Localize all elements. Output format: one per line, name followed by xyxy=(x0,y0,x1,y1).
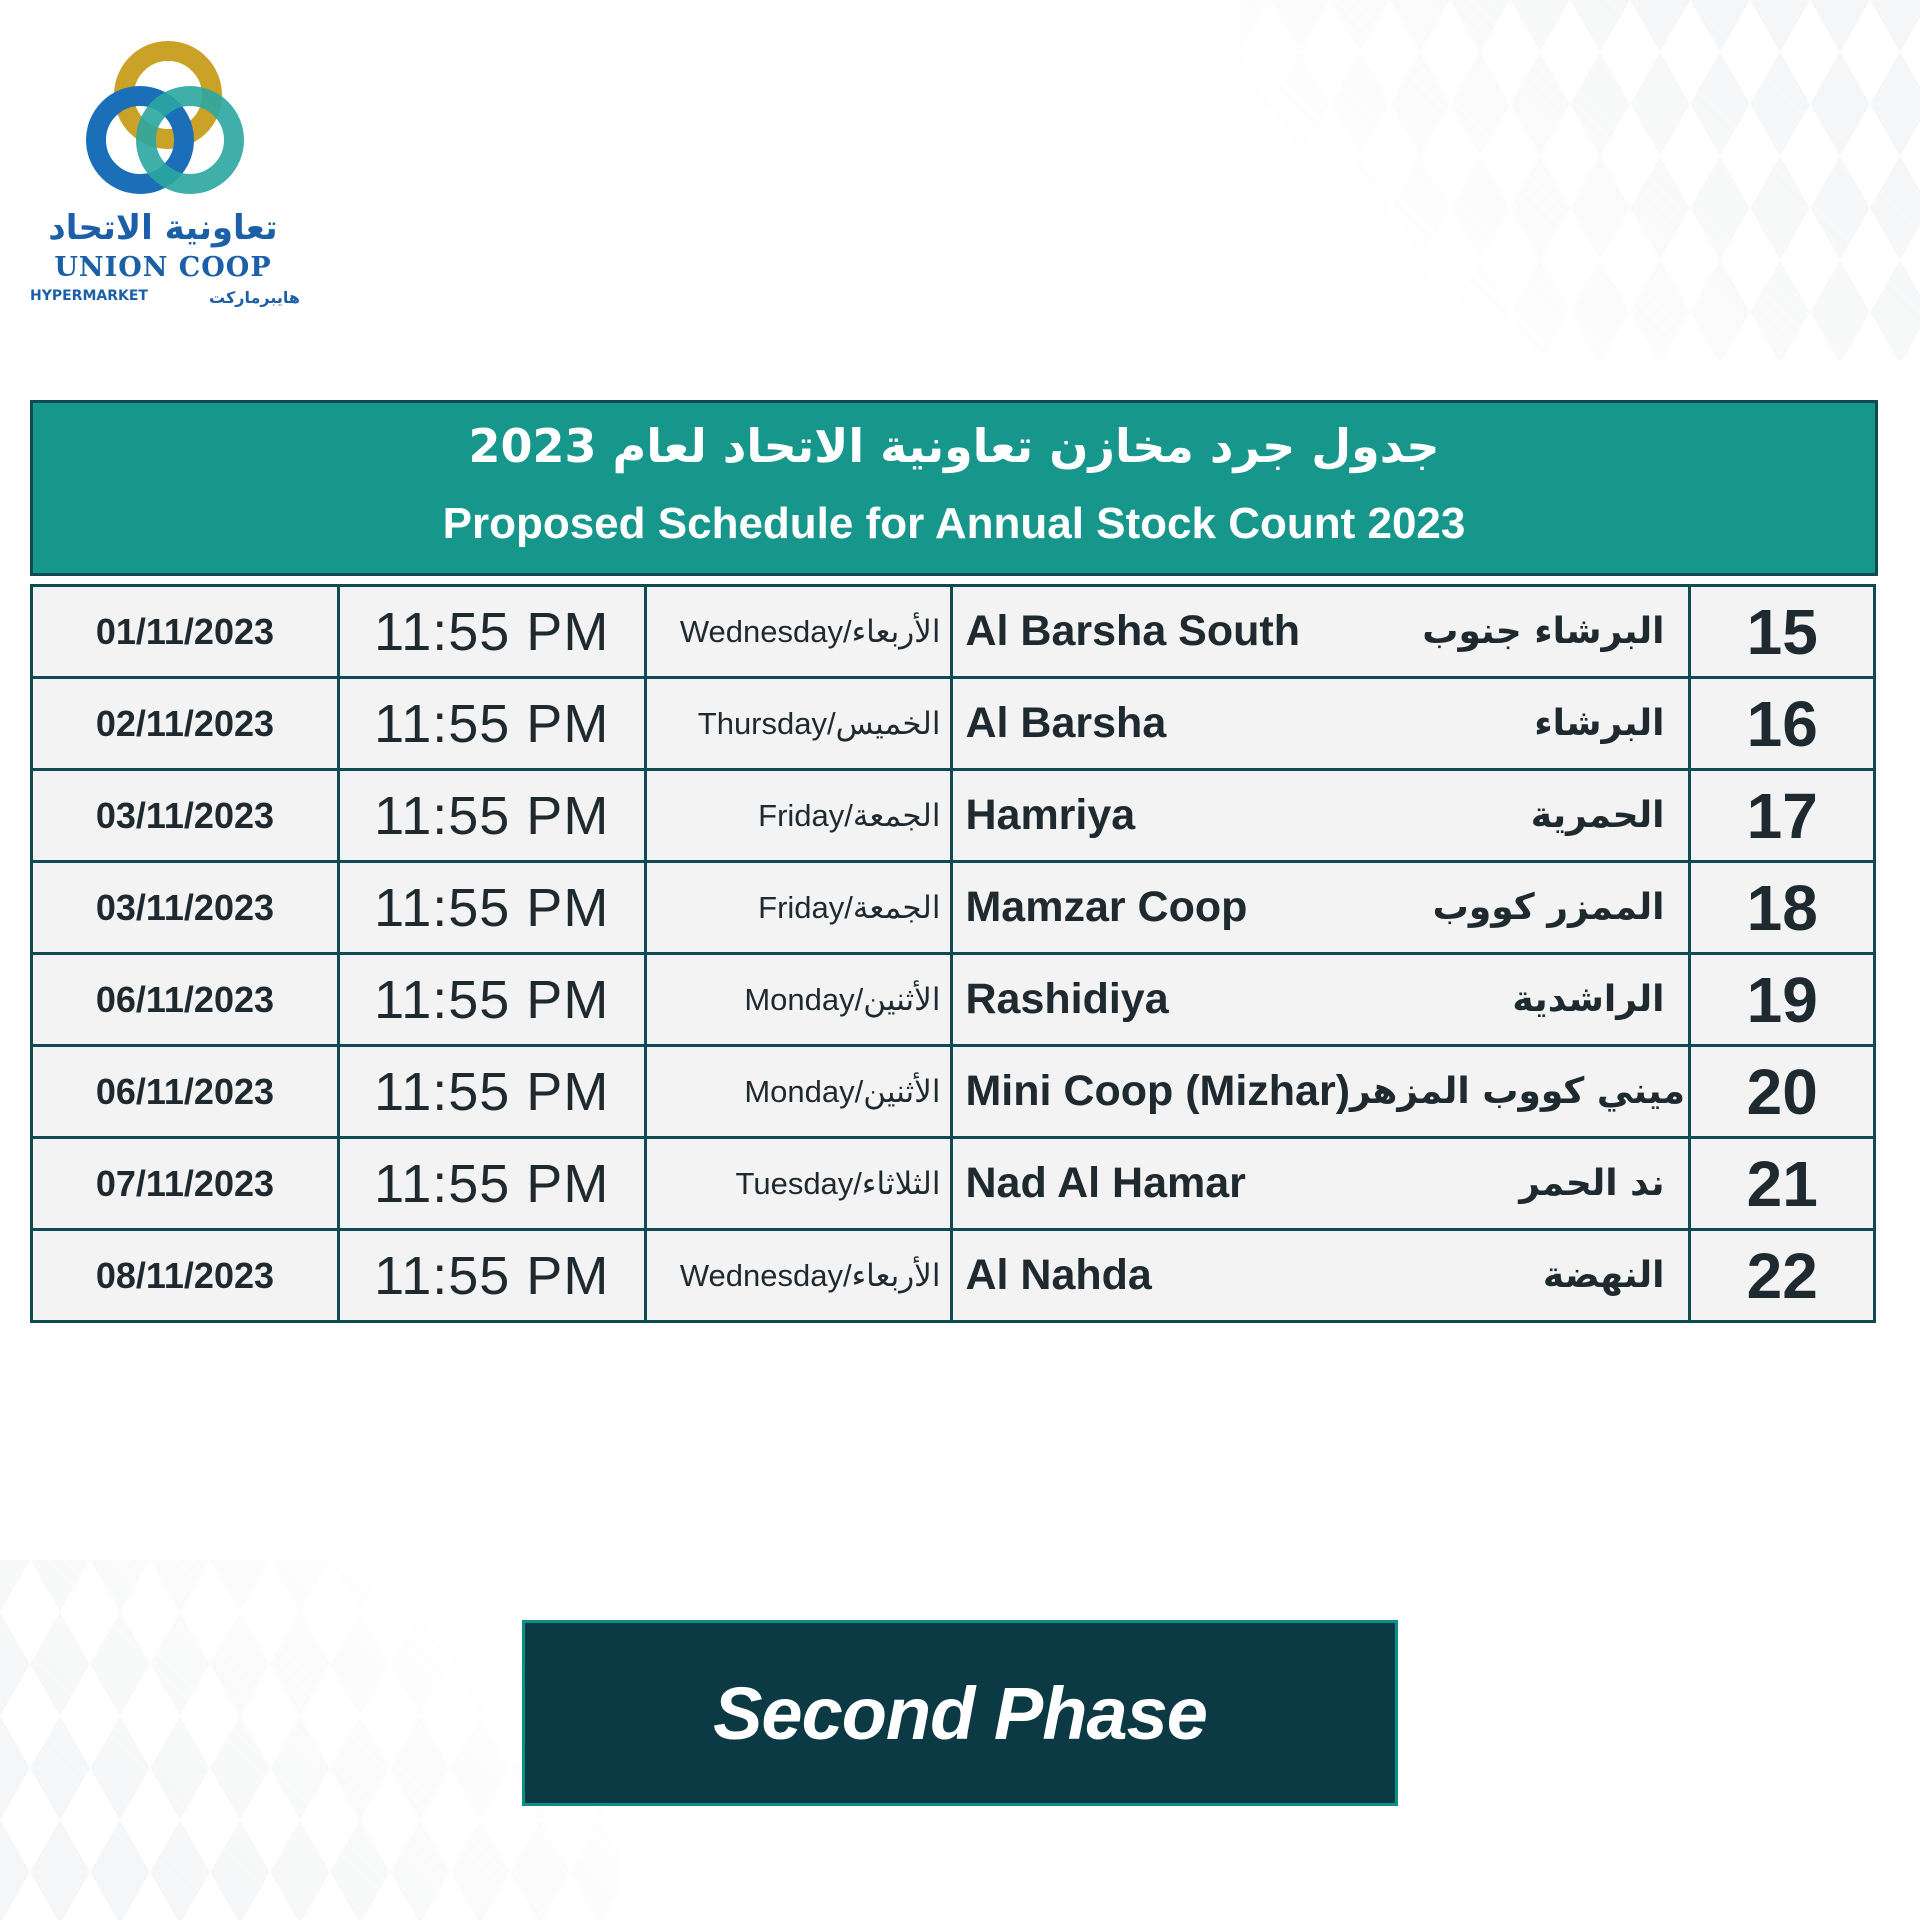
location-wrap xyxy=(953,1251,1688,1300)
location-cell xyxy=(952,586,1690,678)
location-wrap xyxy=(953,607,1688,656)
location-wrap xyxy=(953,1159,1688,1208)
logo-subtitle xyxy=(30,288,300,307)
schedule-table xyxy=(30,584,1876,1323)
location-cell xyxy=(952,862,1690,954)
number-cell: 20 xyxy=(1690,1046,1875,1138)
logo-arabic-text: تعاونية الاتحاد xyxy=(48,208,278,248)
location-cell xyxy=(952,770,1690,862)
logo-sub-arabic: هايبرماركت xyxy=(209,288,300,307)
table-row xyxy=(32,1138,1875,1230)
location-arabic: الحمرية xyxy=(1530,795,1665,836)
number-cell: 18 xyxy=(1690,862,1875,954)
day-cell: Monday/الأثنين xyxy=(645,1046,952,1138)
location-cell xyxy=(952,1138,1690,1230)
date-cell: 06/11/2023 xyxy=(32,1046,339,1138)
number-cell: 22 xyxy=(1690,1230,1875,1322)
number-cell: 17 xyxy=(1690,770,1875,862)
table-row xyxy=(32,862,1875,954)
location-wrap xyxy=(953,975,1688,1024)
number-cell: 21 xyxy=(1690,1138,1875,1230)
background-pattern-top xyxy=(1240,0,1920,360)
location-english: Al Nahda xyxy=(965,1251,1152,1299)
rings-logo-icon xyxy=(70,40,260,210)
location-wrap xyxy=(953,883,1688,932)
location-english: Mini Coop (Mizhar) xyxy=(965,1067,1351,1115)
phase-label: Second Phase xyxy=(713,1671,1207,1755)
location-wrap xyxy=(953,791,1688,840)
time-cell: 11:55 PM xyxy=(338,770,645,862)
table-row xyxy=(32,954,1875,1046)
location-arabic: ميني كووب المزهر xyxy=(1350,1071,1685,1112)
location-wrap xyxy=(953,699,1688,748)
table-row xyxy=(32,1230,1875,1322)
day-cell: Tuesday/الثلاثاء xyxy=(645,1138,952,1230)
time-cell: 11:55 PM xyxy=(338,954,645,1046)
logo-english-text: UNION COOP xyxy=(54,252,272,283)
location-english: Nad Al Hamar xyxy=(965,1159,1246,1207)
title-arabic: جدول جرد مخازن تعاونية الاتحاد لعام 2023 xyxy=(468,419,1440,473)
day-cell: Friday/الجمعة xyxy=(645,770,952,862)
schedule-table-body xyxy=(32,586,1875,1322)
table-row xyxy=(32,1046,1875,1138)
date-cell: 03/11/2023 xyxy=(32,770,339,862)
title-english: Proposed Schedule for Annual Stock Count 2023 xyxy=(442,499,1466,548)
date-cell: 01/11/2023 xyxy=(32,586,339,678)
location-cell xyxy=(952,1230,1690,1322)
time-cell: 11:55 PM xyxy=(338,862,645,954)
logo-sub-english: HYPERMARKET xyxy=(30,288,148,304)
phase-box xyxy=(522,1620,1398,1806)
table-row xyxy=(32,770,1875,862)
title-banner xyxy=(30,400,1878,576)
time-cell: 11:55 PM xyxy=(338,678,645,770)
day-cell: Thursday/الخميس xyxy=(645,678,952,770)
location-cell xyxy=(952,1046,1690,1138)
time-cell: 11:55 PM xyxy=(338,1138,645,1230)
location-wrap xyxy=(953,1067,1688,1116)
location-english: Al Barsha xyxy=(965,699,1167,747)
location-arabic: البرشاء xyxy=(1534,703,1665,744)
location-english: Al Barsha South xyxy=(965,607,1300,655)
date-cell: 02/11/2023 xyxy=(32,678,339,770)
day-cell: Wednesday/الأربعاء xyxy=(645,1230,952,1322)
table-row xyxy=(32,586,1875,678)
time-cell: 11:55 PM xyxy=(338,586,645,678)
union-coop-logo xyxy=(28,40,298,320)
location-arabic: الممزر كووب xyxy=(1432,887,1665,928)
location-arabic: البرشاء جنوب xyxy=(1422,611,1665,652)
date-cell: 06/11/2023 xyxy=(32,954,339,1046)
location-arabic: النهضة xyxy=(1542,1255,1665,1296)
day-cell: Monday/الأثنين xyxy=(645,954,952,1046)
location-english: Mamzar Coop xyxy=(965,883,1248,931)
day-cell: Wednesday/الأربعاء xyxy=(645,586,952,678)
date-cell: 08/11/2023 xyxy=(32,1230,339,1322)
location-english: Hamriya xyxy=(965,791,1136,839)
number-cell: 16 xyxy=(1690,678,1875,770)
date-cell: 03/11/2023 xyxy=(32,862,339,954)
location-cell xyxy=(952,954,1690,1046)
number-cell: 15 xyxy=(1690,586,1875,678)
time-cell: 11:55 PM xyxy=(338,1230,645,1322)
location-arabic: ند الحمر xyxy=(1519,1163,1665,1204)
day-cell: Friday/الجمعة xyxy=(645,862,952,954)
location-cell xyxy=(952,678,1690,770)
location-english: Rashidiya xyxy=(965,975,1169,1023)
date-cell: 07/11/2023 xyxy=(32,1138,339,1230)
time-cell: 11:55 PM xyxy=(338,1046,645,1138)
location-arabic: الراشدية xyxy=(1512,979,1665,1020)
number-cell: 19 xyxy=(1690,954,1875,1046)
table-row xyxy=(32,678,1875,770)
